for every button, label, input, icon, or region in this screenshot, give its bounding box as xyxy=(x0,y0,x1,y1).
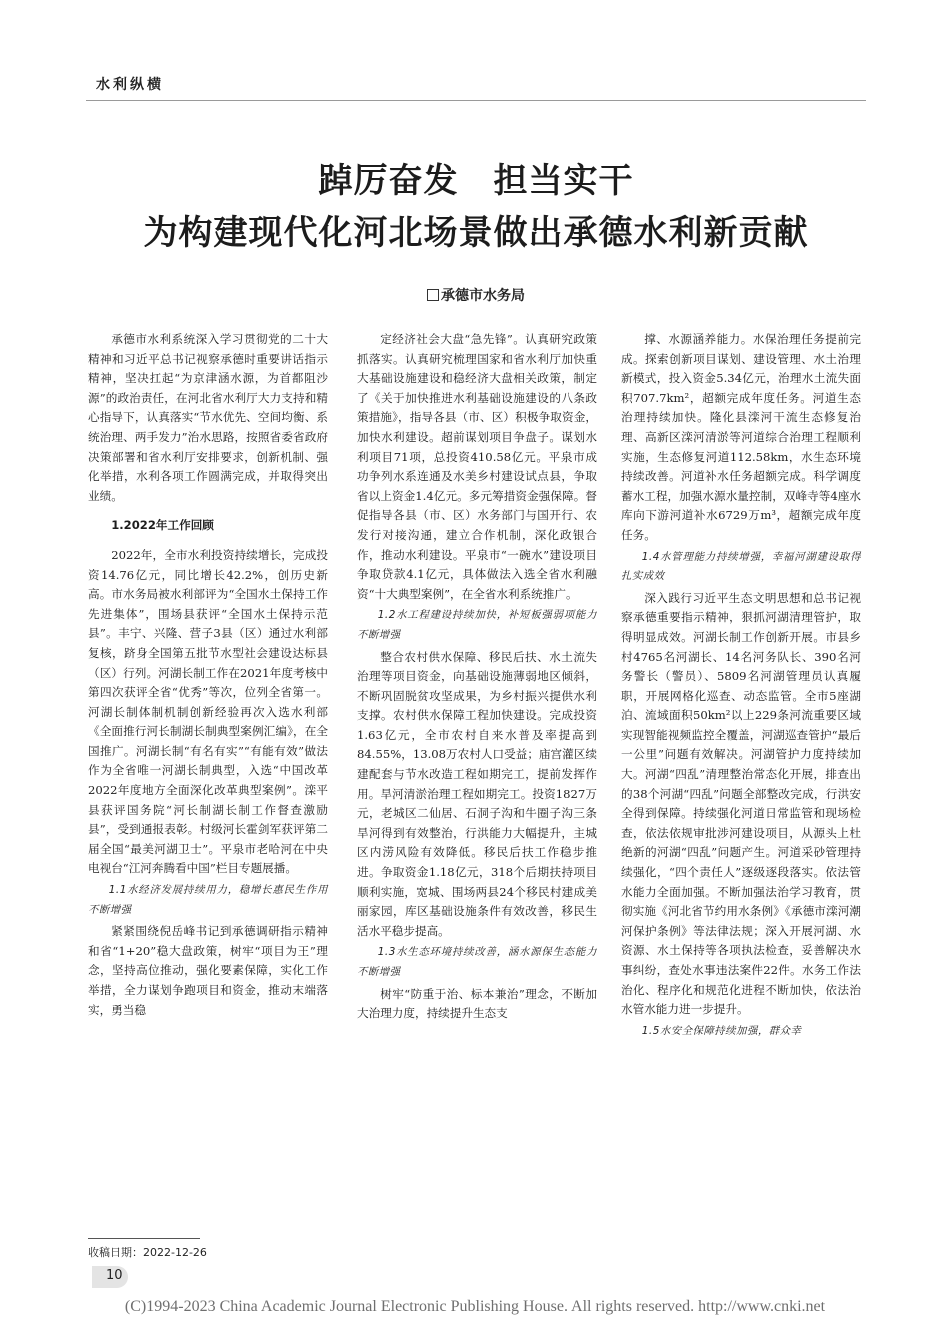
received-date: 收稿日期：2022-12-26 xyxy=(88,1246,207,1259)
section-tag: 水利纵横 xyxy=(96,77,164,93)
author-line xyxy=(86,285,866,305)
subheading-1-1: 1.1水经济发展持续用力，稳增长惠民生作用不断增强 xyxy=(88,884,328,916)
title-line-2: 为构建现代化河北场景做出承德水利新贡献 xyxy=(143,213,809,253)
review-paragraph: 2022年，全市水利投资持续增长，完成投资14.76亿元，同比增长42.2%，创历史新高。市水务局被水利部评为“全国水土保持工作先进集体”，围场县获评“全国水土保持示范县”。丰宁、兴隆、营子3县（区）通过水利部复核，跻身全国第五批节水型社会建设达标县（区）行列。河湖长制工作在2021年度考核中第四次获评全省“优秀”等次，位列全省第一。河湖长制体制机制创新经验再次入选水利部《全面推行河长制湖长制典型案例汇编》，在全国推广。河湖长制“有名有实”“有能有效”做法作为全省唯一河湖长制典型，入选“中国改革2022年度地方全面深化改革典型案例”。滦平县获评国务院“河长制湖长制工作督查激励县”，受到通报表彰。村级河长霍剑军获评第二届全国“最美河湖卫士”。平泉市老哈河在中央电视台“江河奔腾看中国”栏目专题展播。 xyxy=(88,547,328,876)
text-column-2 xyxy=(357,330,597,1024)
subheading-1-5: 1.5水安全保障持续加强，群众幸 xyxy=(641,1024,802,1037)
title-line-1: 踔厉奋发 担当实干 xyxy=(318,161,634,201)
copyright-watermark: (C)1994-2023 China Academic Journal Electronic Publishing House. All rights reserved. http://www.cnki.net xyxy=(124,1298,826,1315)
paragraph-1-1-cont: 定经济社会大盘“急先锋”。认真研究政策抓落实。认真研究梳理国家和省水利厅加快重大基础设施建设和稳经济大盘相关政策，制定了《关于加快推进水利基础设施建设的八条政策措施》，指导各县（市、区）积极争取资金，加快水利建设。超前谋划项目争盘子。谋划水利项目71项，总投资410.58亿元。平泉市成功争列水系连通及水美乡村建设试点县，争取省以上资金1.4亿元。多元筹措资金强保障。督促指导各县（市、区）水务部门与国开行、农发行对接沟通，建立合作机制，深化政银合作，推动水利建设。平泉市“一碗水”建设项目争取贷款4.1亿元，具体做法入选全省水利融资“十大典型案例”，在全省水利系统推广。 xyxy=(357,332,597,601)
intro-paragraph: 承德市水利系统深入学习贯彻党的二十大精神和习近平总书记视察承德时重要讲话指示精神，坚决扛起“为京津涵水源，为首都阻沙源”的政治责任，在河北省水利厅大力支持和精心指导下，认真落实“节水优先、空间均衡、系统治理、两手发力”治水思路，按照省委省政府决策部署和省水利厅安排要求，创新机制、强化举措，水利各项工作圆满完成，并取得突出业绩。 xyxy=(88,332,328,503)
author-name: 承德市水务局 xyxy=(441,288,525,304)
paragraph-1-4: 深入践行习近平生态文明思想和总书记视察承德重要指示精神，狠抓河湖清理管护，取得明显成效。河湖长制工作创新开展。市县乡村4765名河湖长、14名河务队长、390名河务警长（警员）、5809名河湖管理员认真履职，开展网格化巡查、动态监管。全市5座湖泊、流域面积50km²以上229条河流重要区域实现智能视频监控全覆盖，河湖巡查管护“最后一公里”问题有效解决。河湖管护力度持续加大。河湖“四乱”清理整治常态化开展，排查出的38个河湖“四乱”问题全部整改完成，行洪安全得到保障。持续强化河道日常监管和现场检查，依法依规审批涉河建设项目，从源头上杜绝新的河湖“四乱”问题产生。河道采砂管理持续强化，“四个责任人”逐级逐段落实。依法管水能力全面加强。不断加强法治学习教育，贯彻实施《河北省节约用水条例》《承德市滦河潮河保护条例》等法律法规；深入开展河湖、水资源、水土保持等各项执法检查，妥善解决水事纠纷，查处水事违法案件22件。水务工作法治化、程序化和规范化进程不断加快，依法治水管水能力进一步提升。 xyxy=(621,590,861,1017)
subheading-1-4: 1.4水管理能力持续增强，幸福河湖建设取得扎实成效 xyxy=(621,550,861,583)
paragraph-1-3-cont: 撑、水源涵养能力。水保治理任务提前完成。探索创新项目谋划、建设管理、水土治理新模式，投入资金5.34亿元，治理水土流失面积707.7km²，超额完成年度任务。河道生态治理持续加快。隆化县滦河干流生态修复治理、高新区滦河清淤等河道综合治理工程顺利实施，生态修复河道112.58km，水生态环境持续改善。河道补水任务超额完成。科学调度蓄水工程，加强水源水量控制，双峰寺等4座水库向下游河道补水6729万m³，超额完成年度任务。 xyxy=(621,332,861,542)
page-number: 10 xyxy=(106,1268,123,1283)
paragraph-1-3: 树牢“防重于治、标本兼治”理念，不断加大治理力度，持续提升生态支 xyxy=(357,986,597,1021)
text-column-3 xyxy=(621,330,861,1043)
paragraph-1-1: 紧紧围绕倪岳峰书记到承德调研指示精神和省“1+20”稳大盘政策，树牢“项目为王”理念，坚持高位推动，强化要素保障，实化工作举措，全力谋划争跑项目和资金，推动末端落实，勇当稳 xyxy=(88,924,328,1017)
article-title xyxy=(86,155,866,259)
section-heading-review: 1.2022年工作回顾 xyxy=(111,518,214,533)
square-bullet-icon xyxy=(427,289,439,301)
header-divider xyxy=(86,100,866,101)
footnote-divider xyxy=(88,1238,200,1239)
paragraph-1-2: 整合农村供水保障、移民后扶、水土流失治理等项目资金，向基础设施薄弱地区倾斜，不断巩固脱贫攻坚成果，为乡村振兴提供水利支撑。农村供水保障工程加快建设。完成投资1.63亿元，全市农村自来水普及率提高到84.55%，13.08万农村人口受益；庙宫灌区续建配套与节水改造工程如期完工，提前发挥作用。旱河清淤治理工程如期完工。投资1827万元，老城区二仙居、石洞子沟和牛圈子沟三条旱河得到有效整治，行洪能力大幅提升，主城区内涝风险有效降低。移民后扶工作稳步推进。争取资金1.18亿元，318个后期扶持项目顺利实施，宽城、围场两县24个移民村建成美丽家园，库区基础设施条件有效改善，移民生活水平稳步提高。 xyxy=(357,649,597,938)
subheading-1-3: 1.3水生态环境持续改善，涵水源保生态能力不断增强 xyxy=(357,946,597,978)
text-column-1 xyxy=(88,330,328,1020)
subheading-1-2: 1.2水工程建设持续加快，补短板强弱项能力不断增强 xyxy=(357,609,597,641)
